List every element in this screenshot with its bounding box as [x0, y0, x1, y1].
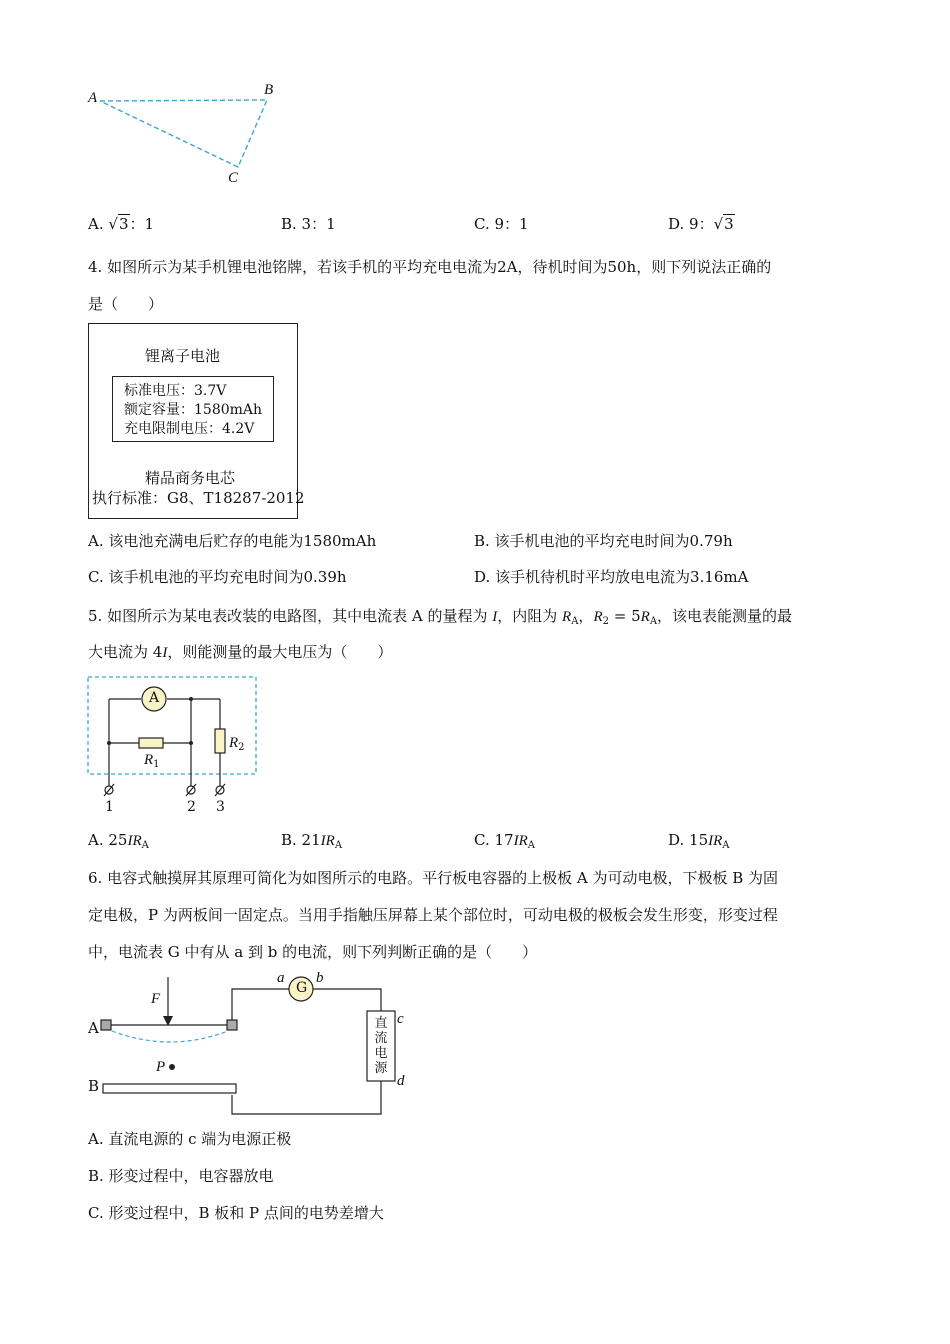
terminal-1: 1	[105, 799, 114, 815]
dc-source-label: 直流电源	[374, 1016, 388, 1076]
q3-option-d-radicand: 3	[724, 215, 734, 233]
deformed-plate-curve	[112, 1031, 228, 1042]
q3-option-a-prefix: A.	[88, 215, 104, 233]
nameplate-spec2: 额定容量：1580mAh	[124, 402, 263, 418]
nameplate-spec3: 充电限制电压：4.2V	[124, 421, 255, 437]
q5-stem-var: R	[593, 609, 603, 625]
q5-stem-sub: A	[571, 616, 579, 627]
q4-option-c[interactable]: C. 该手机电池的平均充电时间为0.39h	[88, 568, 347, 586]
q5-option-c[interactable]	[474, 830, 535, 856]
q6-option-b[interactable]: B. 形变过程中，电容器放电	[88, 1167, 274, 1185]
q3-option-c[interactable]: C. 9：1	[474, 215, 529, 233]
terminal-3: 3	[216, 799, 225, 815]
terminal-c-label: c	[397, 1011, 404, 1027]
r1-sub: 1	[153, 759, 160, 770]
q5-option-a[interactable]	[88, 830, 149, 856]
q5-option-d[interactable]	[668, 830, 730, 856]
nameplate-brand: 精品商务电芯	[145, 469, 236, 487]
q5-stem-var: R	[562, 609, 572, 625]
q5-stem-var: R	[640, 609, 650, 625]
q6-stem-line3: 中，电流表 G 中有从 a 到 b 的电流，则下列判断正确的是（ ）	[88, 943, 538, 961]
q6-stem-line1: 6. 电容式触摸屏其原理可简化为如图所示的电路。平行板电容器的上极板 A 为可动电极，下极板 B 为固	[88, 869, 779, 887]
q5-option-sub: A	[334, 840, 343, 851]
galvanometer-label: G	[296, 980, 308, 996]
q5-stem-var: I	[492, 609, 498, 625]
resistor-r1	[139, 738, 163, 748]
sqrt-symbol: √3	[108, 215, 129, 233]
q5-option-ir: IR	[320, 833, 335, 849]
q3-option-a-radicand: 3	[118, 215, 129, 233]
q3-option-a-suffix: ：1	[129, 215, 155, 233]
r1-letter: R	[144, 752, 154, 768]
q5-stem-line2	[88, 642, 392, 663]
q5-stem-var: I	[162, 645, 168, 661]
point-p-label: P	[156, 1059, 166, 1075]
q5-option-ir: IR	[513, 833, 528, 849]
resistor-r2	[215, 729, 225, 753]
r2-label	[229, 733, 245, 753]
q5-option-sub: A	[722, 840, 730, 851]
q4-stem-line1: 4. 如图所示为某手机锂电池铭牌，若该手机的平均充电电流为2A，待机时间为50h，则下列说法正确的	[88, 258, 772, 276]
q3-option-d[interactable]	[668, 214, 735, 234]
vertex-a: A	[88, 90, 98, 106]
terminal-d-label: d	[397, 1073, 405, 1089]
q3-option-b[interactable]: B. 3：1	[281, 215, 336, 233]
ammeter-label: A	[149, 690, 160, 706]
q3-option-a[interactable]	[88, 214, 154, 234]
point-p-dot	[169, 1064, 175, 1070]
vertex-b: B	[264, 82, 274, 98]
q5-option-a-num: A. 25	[88, 831, 128, 849]
dashed-enclosure	[88, 677, 256, 774]
q5-option-ir: IR	[708, 833, 723, 849]
r2-sub: 2	[238, 742, 245, 753]
q5-stem-text: ，则能测量的最大电压为（ ）	[167, 643, 393, 661]
plate-a-left-anchor	[101, 1020, 111, 1030]
vertex-c: C	[228, 170, 239, 186]
q5-option-sub: A	[527, 840, 535, 851]
plate-a-label: A	[88, 1019, 99, 1037]
q5-stem-text: 大电流为 4	[88, 643, 163, 661]
terminal-b-label: b	[316, 970, 324, 986]
q4-option-b[interactable]: B. 该手机电池的平均充电时间为0.79h	[474, 532, 733, 550]
q5-stem-sub: A	[649, 616, 658, 627]
q4-stem-line2: 是（ ）	[88, 295, 164, 313]
terminal-a-label: a	[277, 970, 285, 986]
q5-option-sub: A	[141, 840, 149, 851]
q5-option-c-num: C. 17	[474, 831, 514, 849]
q5-option-d-num: D. 15	[668, 831, 709, 849]
plate-b-label: B	[88, 1077, 100, 1095]
q5-stem-text: 5. 如图所示为某电表改装的电路图，其中电流表 A 的量程为	[88, 607, 493, 625]
nameplate-standard: 执行标准：G8、T18287-2012	[92, 489, 305, 507]
plate-a-right-anchor	[227, 1020, 237, 1030]
q5-stem-text: ，内阻为	[497, 607, 563, 625]
q5-stem-line1	[88, 606, 792, 632]
q6-option-a[interactable]: A. 直流电源的 c 端为电源正极	[88, 1130, 292, 1148]
q3-option-d-prefix: D. 9：	[668, 215, 714, 233]
q4-option-d[interactable]: D. 该手机待机时平均放电电流为3.16mA	[474, 568, 749, 586]
q6-stem-line2: 定电极，P 为两板间一固定点。当用手指触压屏幕上某个部位时，可动电极的极板会发生形变，形变过程	[88, 906, 778, 924]
q5-stem-text: = 5	[608, 607, 641, 625]
force-label: F	[151, 991, 161, 1007]
r2-letter: R	[229, 735, 239, 751]
q4-option-a[interactable]: A. 该电池充满电后贮存的电能为1580mAh	[88, 532, 377, 550]
q5-stem-text: ，	[578, 607, 594, 625]
q5-stem-sub: 2	[602, 616, 609, 627]
plate-b	[103, 1084, 236, 1093]
q5-option-ir: IR	[127, 833, 142, 849]
q5-option-b-num: B. 21	[281, 831, 321, 849]
sqrt-symbol: √3	[713, 215, 734, 233]
q5-stem-text: ，该电表能测量的最	[657, 607, 793, 625]
q5-option-b[interactable]	[281, 830, 342, 856]
terminal-2: 2	[187, 799, 196, 815]
nameplate-spec1: 标准电压：3.7V	[124, 383, 227, 399]
nameplate-title: 锂离子电池	[145, 347, 221, 365]
r1-label	[144, 750, 160, 770]
q6-option-c[interactable]: C. 形变过程中，B 板和 P 点间的电势差增大	[88, 1204, 384, 1222]
